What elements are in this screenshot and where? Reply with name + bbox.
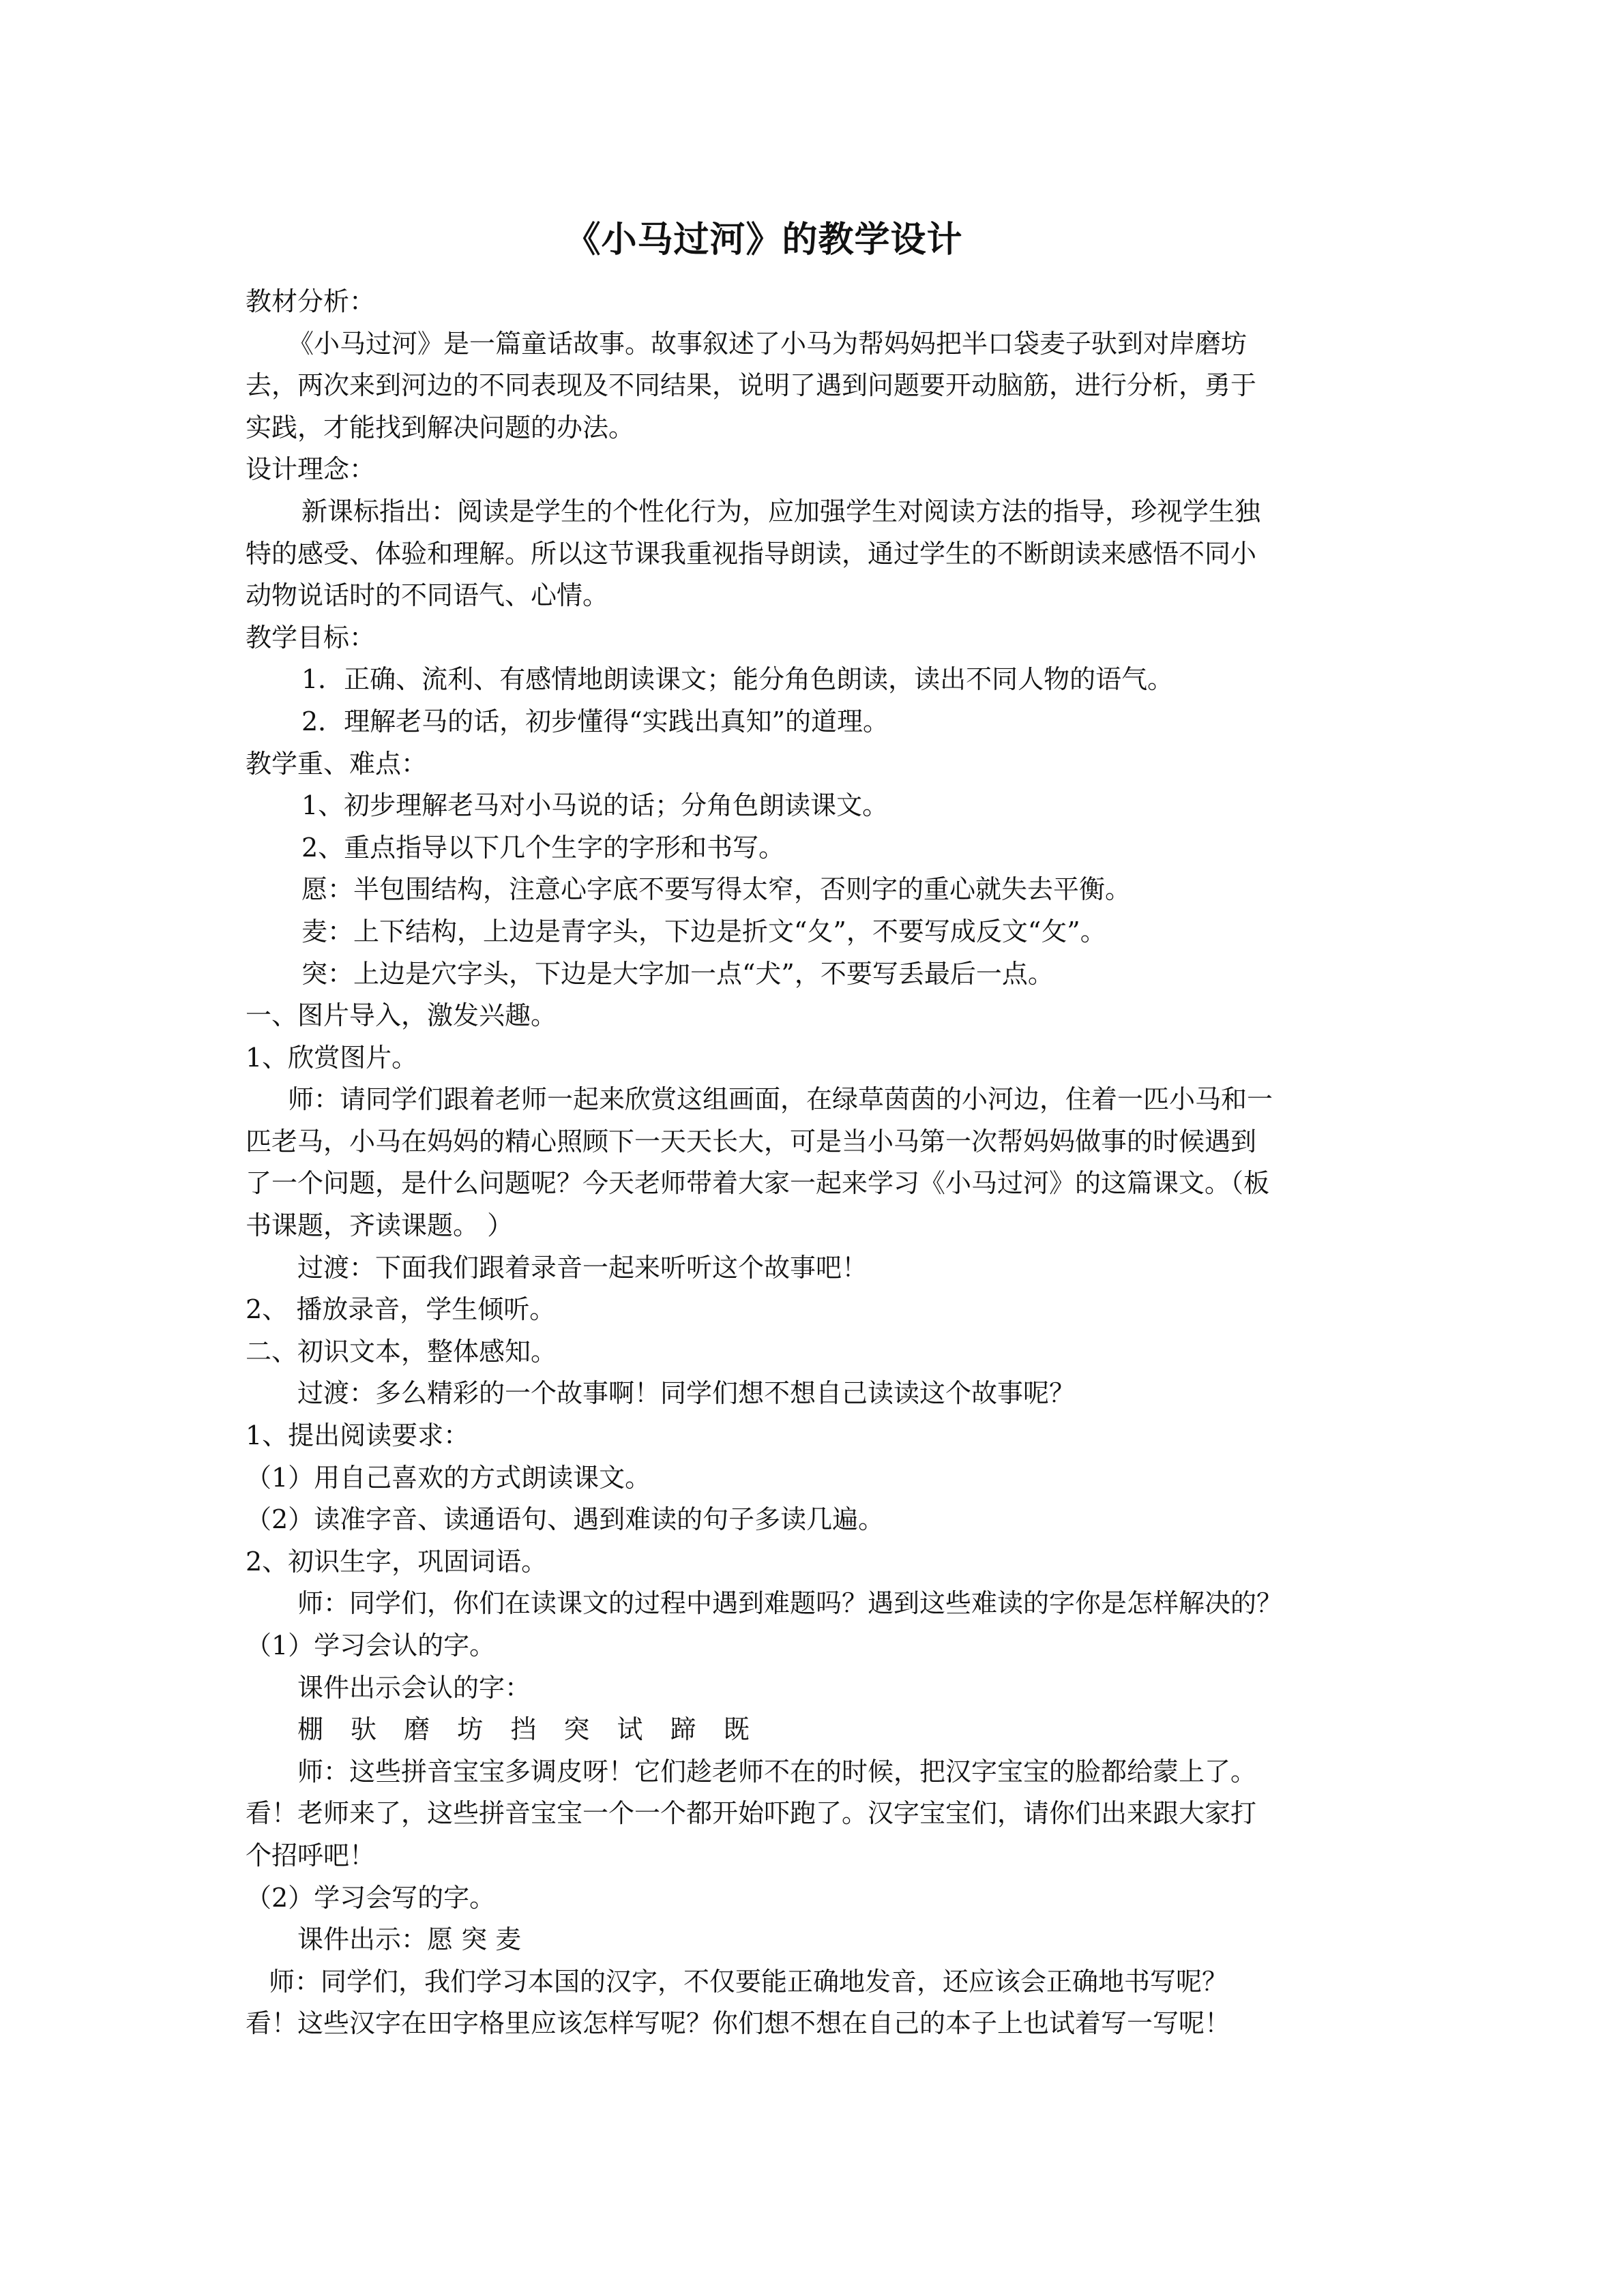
text-line: （1）学习会认的字。	[246, 1630, 496, 1660]
text-line: （2）读准字音、读通语句、遇到难读的句子多读几遍。	[246, 1504, 885, 1535]
text-line: 去，两次来到河边的不同表现及不同结果，说明了遇到问题要开动脑筋，进行分析，勇于	[246, 370, 1257, 401]
text-line: 2、重点指导以下几个生字的字形和书写。	[301, 832, 785, 863]
text-line: 2、初识生字，巩固词语。	[246, 1546, 548, 1577]
text-line: 看！老师来了，这些拼音宝宝一个一个都开始吓跑了。汉字宝宝们，请你们出来跟大家打	[246, 1798, 1257, 1829]
text-line: 课件出示：愿 突 麦	[297, 1924, 522, 1955]
text-line: 师：同学们，我们学习本国的汉字，不仅要能正确地发音，还应该会正确地书写呢？	[269, 1966, 1228, 1997]
text-line: 棚 驮 磨 坊 挡 突 试 蹄 既	[297, 1714, 759, 1745]
text-line: 特的感受、体验和理解。所以这节课我重视指导朗读，通过学生的不断朗读来感悟不同小	[246, 538, 1257, 569]
text-line: 1、提出阅读要求：	[246, 1420, 470, 1451]
text-line: 看！这些汉字在田字格里应该怎样写呢？你们想不想在自己的本子上也试着写一写呢！	[246, 2008, 1231, 2039]
text-line: 师：请同学们跟着老师一起来欣赏这组画面，在绿草茵茵的小河边，住着一匹小马和一	[288, 1084, 1273, 1115]
text-line: 师：同学们，你们在读课文的过程中遇到难题吗？遇到这些难读的字你是怎样解决的？	[297, 1588, 1283, 1619]
text-line: 教材分析：	[246, 286, 376, 316]
text-line: 设计理念：	[246, 454, 376, 485]
text-line: 2、 播放录音，学生倾听。	[246, 1294, 556, 1325]
text-line: 1．正确、流利、有感情地朗读课文；能分角色朗读，读出不同人物的语气。	[301, 664, 1174, 695]
text-line: 《小马过河》是一篇童话故事。故事叙述了小马为帮妈妈把半口袋麦子驮到对岸磨坊	[288, 328, 1247, 359]
text-line: 1、欣赏图片。	[246, 1042, 418, 1073]
text-line: 教学重、难点：	[246, 748, 428, 779]
document-body	[246, 281, 1398, 2045]
text-line: 突：上边是穴字头，下边是大字加一点“犬”，不要写丢最后一点。	[301, 958, 1054, 989]
text-line: 师：这些拼音宝宝多调皮呀！它们趁老师不在的时候，把汉字宝宝的脸都给蒙上了。	[297, 1756, 1257, 1787]
text-line: 愿：半包围结构，注意心字底不要写得太窄，否则字的重心就失去平衡。	[301, 874, 1132, 905]
text-line: 一、图片导入，激发兴趣。	[246, 1000, 557, 1031]
text-line: 个招呼吧！	[246, 1840, 376, 1870]
text-line: 了一个问题，是什么问题呢？今天老师带着大家一起来学习《小马过河》的这篇课文。（板	[246, 1168, 1270, 1199]
text-line: 过渡：下面我们跟着录音一起来听听这个故事吧！	[297, 1252, 868, 1283]
text-line: 书课题，齐读课题。 ）	[246, 1210, 514, 1241]
text-line: 二、初识文本，整体感知。	[246, 1336, 557, 1367]
text-line: 麦：上下结构，上边是青字头，下边是折文“夂”，不要写成反文“攵”。	[301, 916, 1106, 946]
text-line: 课件出示会认的字：	[297, 1672, 531, 1703]
text-line: 实践，才能找到解决问题的办法。	[246, 412, 635, 443]
text-line: 过渡：多么精彩的一个故事啊！同学们想不想自己读读这个故事呢？	[297, 1378, 1076, 1409]
text-line: 教学目标：	[246, 622, 376, 653]
text-line: 新课标指出：阅读是学生的个性化行为，应加强学生对阅读方法的指导，珍视学生独	[301, 496, 1261, 526]
text-line: 2．理解老马的话，初步懂得“实践出真知”的道理。	[301, 706, 889, 736]
text-line: 匹老马，小马在妈妈的精心照顾下一天天长大，可是当小马第一次帮妈妈做事的时候遇到	[246, 1126, 1257, 1157]
text-line: 动物说话时的不同语气、心情。	[246, 580, 609, 611]
document-title: 《小马过河》的教学设计	[565, 219, 963, 260]
text-line: 1、初步理解老马对小马说的话；分角色朗读课文。	[301, 790, 889, 821]
text-line: （2）学习会写的字。	[246, 1882, 496, 1913]
text-line: （1）用自己喜欢的方式朗读课文。	[246, 1462, 651, 1493]
